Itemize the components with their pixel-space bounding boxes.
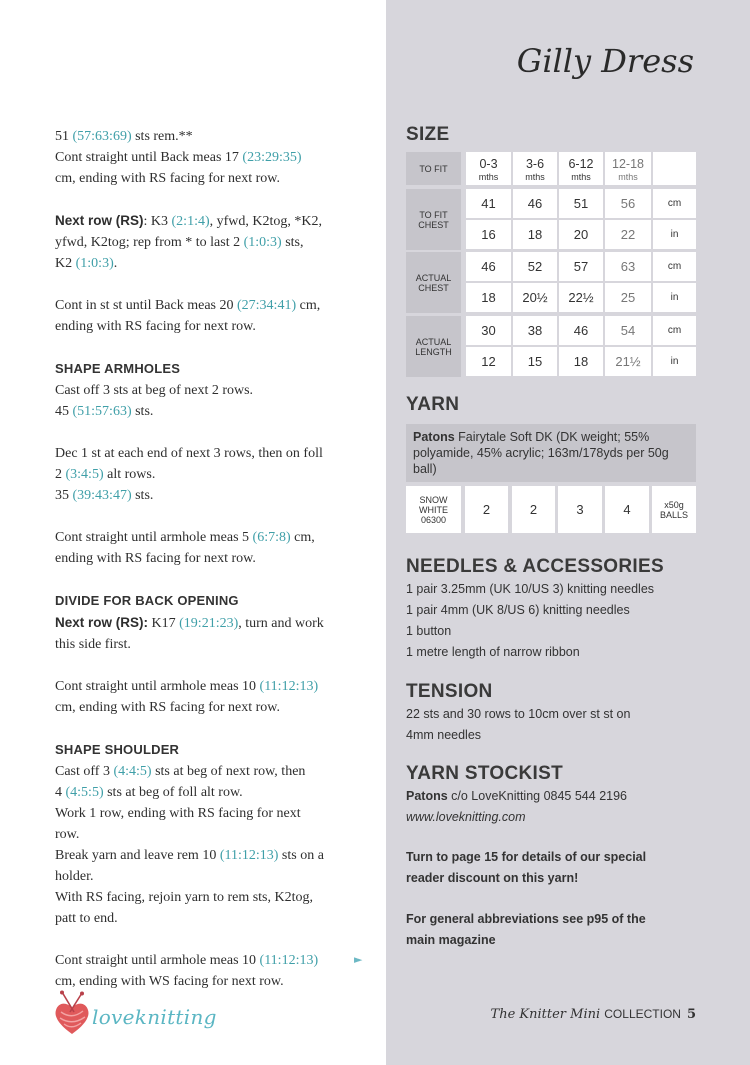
instruction-line — [55, 612, 373, 634]
size-variants: (23:29:35) — [242, 150, 302, 165]
measurement: 57 — [573, 259, 589, 274]
instruction-line — [55, 443, 373, 464]
size-variants: (11:12:13) — [219, 848, 279, 863]
size-value — [605, 347, 651, 376]
text-run: alt rows. — [103, 467, 156, 482]
paragraph-gap — [55, 506, 373, 527]
measurement: 22½ — [568, 290, 594, 305]
text-run: Work 1 row, ending with RS facing for next — [55, 806, 301, 821]
magazine-name: The Knitter — [490, 1007, 566, 1022]
measurement: 46 — [573, 323, 589, 338]
size-column-header — [559, 152, 603, 185]
list-item: 1 button — [406, 624, 452, 638]
size-variants: (39:43:47) — [72, 488, 132, 503]
size-value — [605, 283, 651, 312]
instruction-line — [55, 887, 373, 908]
size-range: 12-18 — [612, 157, 644, 171]
size-range: 0-3 — [479, 157, 498, 171]
tension-line: 22 sts and 30 rows to 10cm over st st on — [406, 707, 631, 721]
instruction-line — [55, 380, 373, 401]
instruction-line — [55, 782, 373, 803]
size-header-wrap — [568, 155, 593, 182]
size-header-wrap — [479, 155, 499, 182]
measurement: 12 — [481, 354, 496, 369]
paragraph-gap — [55, 274, 373, 295]
paragraph-gap — [55, 718, 373, 739]
ball-count: 4 — [623, 502, 631, 517]
text-run: cm, — [296, 298, 321, 313]
text-run: , turn and work — [238, 616, 324, 631]
measurement: 63 — [620, 259, 636, 274]
yarn-quantity-cell — [465, 486, 508, 533]
size-unit-cell — [653, 189, 696, 218]
size-variants: (3:4:5) — [65, 467, 104, 482]
instruction-line — [55, 316, 373, 337]
size-variants: (6:7:8) — [252, 530, 291, 545]
size-variants: (4:5:5) — [65, 785, 104, 800]
measurement: 18 — [573, 354, 589, 369]
instruction-line — [55, 548, 373, 569]
measurement: 20½ — [522, 290, 548, 305]
instruction-line — [55, 401, 373, 422]
size-unit-cell — [653, 252, 696, 281]
size-header-wrap — [525, 155, 545, 182]
size-value — [559, 220, 603, 249]
size-variants: (11:12:13) — [259, 679, 319, 694]
text-run: K2 — [55, 256, 76, 271]
measurement: 18 — [527, 227, 543, 242]
measurement: 16 — [481, 227, 496, 242]
magazine-mini: Mini — [566, 1007, 605, 1022]
measurement: 46 — [527, 196, 543, 211]
text-run: row. — [55, 827, 80, 842]
text-run: 35 — [55, 488, 73, 503]
size-column-header — [466, 152, 511, 185]
pattern-instructions — [55, 126, 373, 992]
text-run: . — [113, 256, 118, 271]
text-run: K17 — [148, 616, 180, 631]
measurement: 56 — [620, 196, 636, 211]
stockist-url[interactable]: www.loveknitting.com — [406, 810, 526, 824]
text-run: 45 — [55, 404, 73, 419]
unit-label: in — [670, 356, 679, 367]
text-run: cm, ending with RS facing for next row. — [55, 171, 280, 186]
instruction-line — [55, 168, 373, 189]
text-run: 51 — [55, 129, 73, 144]
text-run: : K3 — [143, 214, 172, 229]
yarn-desc: Fairytale Soft DK (DK weight; 55% polyamide, 45% acrylic; 163m/178yds per 50g ball) — [413, 430, 669, 476]
size-unit-cell — [653, 347, 696, 376]
abbreviations-note — [406, 909, 706, 951]
text-run: , yfwd, K2tog, *K2, — [209, 214, 323, 229]
size-value — [466, 283, 511, 312]
paragraph-gap — [55, 929, 373, 950]
paragraph-gap — [55, 422, 373, 443]
label-text: TO FIT — [419, 163, 448, 174]
text-run: Cont straight until Back meas 17 — [55, 150, 243, 165]
size-value — [466, 347, 511, 376]
instruction-line — [55, 527, 373, 548]
note-line: Turn to page 15 for details of our special — [406, 850, 647, 864]
instruction-line — [55, 147, 373, 168]
size-value — [513, 189, 557, 218]
size-value — [466, 252, 511, 281]
instruction-line — [55, 253, 373, 274]
unit-label: in — [670, 292, 679, 303]
size-variants: (2:1:4) — [171, 214, 210, 229]
stockist-brand: Patons — [406, 789, 448, 803]
size-variants: (27:34:41) — [237, 298, 297, 313]
instruction-line — [55, 950, 373, 971]
section-heading: SHAPE ARMHOLES — [55, 361, 181, 376]
stockist-contact: c/o LoveKnitting 0845 544 2196 — [447, 789, 627, 803]
ball-count: 3 — [576, 502, 584, 517]
size-value — [559, 189, 603, 218]
measurement: 41 — [481, 196, 496, 211]
list-item: 1 metre length of narrow ribbon — [406, 645, 580, 659]
text-run: sts at beg of foll alt row. — [103, 785, 243, 800]
measurement: 52 — [527, 259, 543, 274]
yarn-quantity-cell — [512, 486, 555, 533]
list-item: 1 pair 4mm (UK 8/US 6) knitting needles — [406, 603, 630, 617]
size-unit-cell — [653, 283, 696, 312]
measurement: 22 — [620, 227, 636, 242]
text-run: sts, — [281, 235, 304, 250]
text-run: patt to end. — [55, 911, 118, 926]
size-heading: SIZE — [406, 124, 450, 145]
page-footer — [491, 1007, 696, 1022]
size-value — [605, 220, 651, 249]
size-value — [466, 220, 511, 249]
text-run: Cont straight until armhole meas 10 — [55, 679, 260, 694]
text-run: ending with RS facing for next row. — [55, 319, 256, 334]
size-value — [559, 347, 603, 376]
shade-name: SNOW WHITE 06300 — [419, 494, 448, 525]
ball-count: 2 — [529, 502, 538, 517]
magazine-collection: COLLECTION — [604, 1007, 681, 1021]
size-value — [605, 189, 651, 218]
instruction-line — [55, 464, 373, 485]
size-row-label — [406, 189, 461, 250]
measurement: 15 — [527, 354, 543, 369]
size-value — [513, 252, 557, 281]
size-header-empty — [653, 152, 696, 185]
size-column-header — [513, 152, 557, 185]
continue-arrow-icon: ► — [354, 953, 363, 966]
size-value — [605, 252, 651, 281]
text-run: With RS facing, rejoin yarn to rem sts, K2tog, — [55, 890, 314, 905]
text-run: cm, ending with RS facing for next row. — [55, 700, 280, 715]
unit-label: cm — [667, 198, 682, 209]
paragraph-gap — [55, 337, 373, 358]
note-line: For general abbreviations see p95 of the — [406, 912, 646, 926]
size-variants: (4:4:5) — [113, 764, 152, 779]
instruction-line — [55, 634, 373, 655]
size-variants: (51:57:63) — [72, 404, 132, 419]
yarn-quantity-cell — [558, 486, 602, 533]
text-run: sts rem.** — [131, 129, 193, 144]
needles-heading: NEEDLES & ACCESSORIES — [406, 556, 664, 577]
yarn-quantity-cell — [605, 486, 649, 533]
text-run: this side first. — [55, 637, 131, 652]
size-variants: (11:12:13) — [259, 953, 319, 968]
size-variants: (1:0:3) — [75, 256, 114, 271]
instruction-line — [55, 126, 373, 147]
tension-text — [406, 704, 706, 746]
size-unit: mths — [478, 172, 499, 182]
measurement: 30 — [481, 323, 496, 338]
measurement: 20 — [573, 227, 589, 242]
section-heading: DIVIDE FOR BACK OPENING — [55, 593, 239, 608]
measurement: 25 — [620, 290, 636, 305]
unit-label: cm — [667, 261, 682, 272]
text-run: Next row (RS): — [55, 615, 149, 630]
text-run: 2 — [55, 467, 66, 482]
text-run: Cont straight until armhole meas 10 — [55, 953, 260, 968]
size-variants: (57:63:69) — [72, 129, 132, 144]
size-value — [513, 283, 557, 312]
instruction-line — [55, 761, 373, 782]
label-text: ACTUAL LENGTH — [415, 336, 452, 357]
text-run: holder. — [55, 869, 94, 884]
yarn-brand: Patons — [413, 430, 455, 444]
ball-count: 2 — [482, 502, 491, 517]
size-unit: mths — [571, 172, 591, 182]
text-run: Cast off 3 — [55, 764, 114, 779]
unit-label: in — [670, 229, 679, 240]
text-run: sts. — [131, 488, 154, 503]
measurement: 21½ — [615, 354, 641, 369]
measurement: 51 — [573, 196, 589, 211]
instruction-line — [55, 358, 373, 380]
note-line: main magazine — [406, 933, 496, 947]
size-value — [513, 316, 557, 345]
unit-label: cm — [667, 325, 682, 336]
instruction-line — [55, 295, 373, 316]
instruction-line — [55, 824, 373, 845]
size-value — [559, 316, 603, 345]
paragraph-gap — [55, 569, 373, 590]
instruction-line — [55, 908, 373, 929]
text-run: yfwd, K2tog; rep from * to last 2 — [55, 235, 244, 250]
label-text: ACTUAL CHEST — [415, 272, 452, 293]
size-value — [559, 252, 603, 281]
label-text: TO FIT CHEST — [418, 209, 449, 230]
size-value — [605, 316, 651, 345]
size-value — [513, 220, 557, 249]
text-run: Next row (RS) — [55, 213, 144, 228]
instruction-line — [55, 866, 373, 887]
text-run: ending with RS facing for next row. — [55, 551, 256, 566]
instruction-line — [55, 676, 373, 697]
instruction-line — [55, 232, 373, 253]
unit-label: x50g BALLS — [659, 499, 689, 520]
text-run: 4 — [55, 785, 66, 800]
yarn-unit-cell — [652, 486, 696, 533]
yarn-description — [406, 424, 696, 482]
size-value — [513, 347, 557, 376]
text-run: sts on a — [278, 848, 324, 863]
instruction-line — [55, 803, 373, 824]
instruction-line — [55, 697, 373, 718]
measurement: 38 — [527, 323, 543, 338]
text-run: Dec 1 st at each end of next 3 rows, then on foll — [55, 446, 323, 461]
size-value — [559, 283, 603, 312]
instruction-line — [55, 739, 373, 761]
paragraph-gap — [55, 189, 373, 210]
instruction-line — [55, 845, 373, 866]
list-item: 1 pair 3.25mm (UK 10/US 3) knitting needles — [406, 582, 655, 596]
size-row-label — [406, 316, 461, 377]
size-column-header — [605, 152, 651, 185]
tension-line: 4mm needles — [406, 728, 482, 742]
size-unit-cell — [653, 220, 696, 249]
paragraph-gap — [55, 655, 373, 676]
text-run: Cont straight until armhole meas 5 — [55, 530, 253, 545]
size-unit: mths — [525, 172, 545, 182]
size-value — [466, 189, 511, 218]
logo-wordmark: loveknitting — [92, 1005, 217, 1029]
measurement: 54 — [620, 323, 636, 338]
text-run: Cast off 3 sts at beg of next 2 rows. — [55, 383, 254, 398]
note-line: reader discount on this yarn! — [406, 871, 579, 885]
size-variants: (1:0:3) — [243, 235, 282, 250]
pattern-title: Gilly Dress — [516, 42, 694, 80]
size-value — [466, 316, 511, 345]
stockist-heading: YARN STOCKIST — [406, 763, 563, 784]
yarn-shade-cell — [406, 486, 461, 533]
stockist-text — [406, 786, 706, 828]
size-unit-cell — [653, 316, 696, 345]
yarn-heading: YARN — [406, 394, 460, 415]
instruction-line — [55, 590, 373, 612]
discount-note — [406, 847, 706, 889]
size-row-label — [406, 252, 461, 313]
text-run: Break yarn and leave rem 10 — [55, 848, 220, 863]
size-range: 6-12 — [568, 157, 594, 171]
size-variants: (19:21:23) — [179, 616, 239, 631]
instruction-line — [55, 210, 373, 232]
page-number: 5 — [686, 1007, 696, 1022]
text-run: sts at beg of next row, then — [151, 764, 306, 779]
section-heading: SHAPE SHOULDER — [55, 742, 180, 757]
size-range: 3-6 — [525, 157, 545, 171]
instruction-line — [55, 971, 373, 992]
size-unit: mths — [618, 172, 638, 182]
text-run: sts. — [131, 404, 154, 419]
instruction-line — [55, 485, 373, 506]
measurement: 46 — [481, 259, 496, 274]
size-header-label — [406, 152, 461, 185]
measurement: 18 — [481, 290, 496, 305]
text-run: Cont in st st until Back meas 20 — [55, 298, 237, 313]
size-header-wrap — [612, 155, 644, 182]
needles-list — [406, 579, 706, 663]
tension-heading: TENSION — [406, 681, 493, 702]
text-run: cm, ending with WS facing for next row. — [55, 974, 284, 989]
text-run: cm, — [290, 530, 315, 545]
